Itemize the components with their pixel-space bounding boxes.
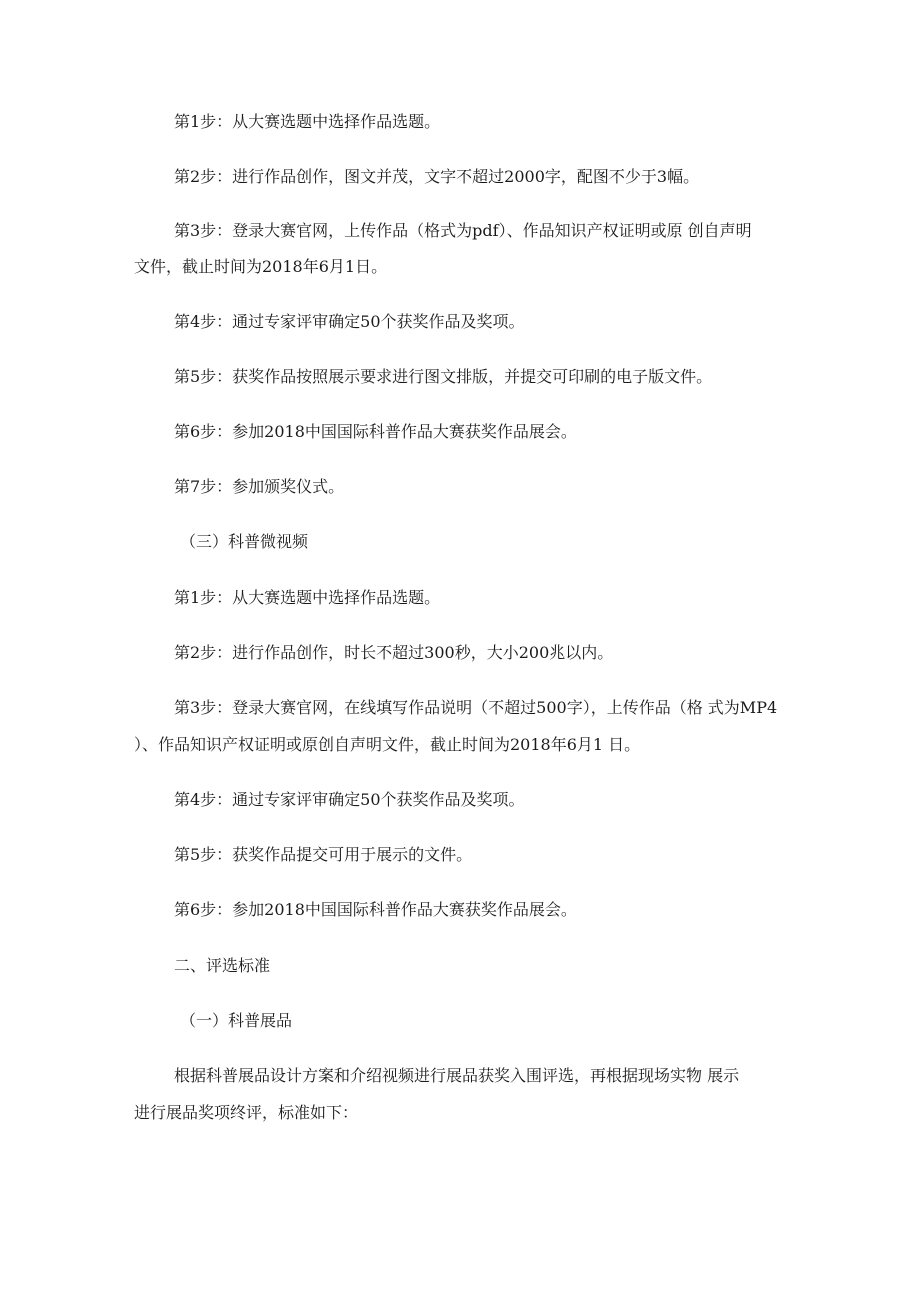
writing-step-1: 第1步：从大赛选题中选择作品选题。 xyxy=(174,112,441,131)
writing-step-5: 第5步：获奖作品按照展示要求进行图文排版，并提交可印刷的电子版文件。 xyxy=(174,367,713,386)
video-step-3-continued: ）、作品知识产权证明或原创自声明文件，截止时间为2018年6月1 日。 xyxy=(134,735,641,754)
writing-step-2: 第2步：进行作品创作，图文并茂，文字不超过2000字，配图不少于3幅。 xyxy=(174,167,700,186)
video-section-heading: （三）科普微视频 xyxy=(180,532,309,551)
exhibit-paragraph-line-1: 根据科普展品设计方案和介绍视频进行展品获奖入围评选，再根据现场实物 展示 xyxy=(174,1066,740,1085)
exhibit-subsection-heading: （一）科普展品 xyxy=(180,1011,293,1030)
video-step-5: 第5步：获奖作品提交可用于展示的文件。 xyxy=(174,845,473,864)
video-step-6: 第6步：参加2018中国国际科普作品大赛获奖作品展会。 xyxy=(174,900,577,919)
video-step-4: 第4步：通过专家评审确定50个获奖作品及奖项。 xyxy=(174,790,525,809)
writing-step-6: 第6步：参加2018中国国际科普作品大赛获奖作品展会。 xyxy=(174,422,577,441)
writing-step-3: 第3步：登录大赛官网，上传作品（格式为pdf）、作品知识产权证明或原 创自声明 xyxy=(174,221,752,240)
writing-step-3-continued: 文件，截止时间为2018年6月1日。 xyxy=(134,257,388,276)
exhibit-paragraph-line-2: 进行展品奖项终评，标准如下： xyxy=(134,1103,359,1122)
writing-step-4: 第4步：通过专家评审确定50个获奖作品及奖项。 xyxy=(174,312,525,331)
section-two-heading: 二、评选标准 xyxy=(174,956,271,975)
writing-step-7: 第7步：参加颁奖仪式。 xyxy=(174,477,345,496)
video-step-2: 第2步：进行作品创作，时长不超过300秒，大小200兆以内。 xyxy=(174,643,614,662)
video-step-3: 第3步：登录大赛官网，在线填写作品说明（不超过500字），上传作品（格 式为MP4 xyxy=(174,698,778,717)
video-step-1: 第1步：从大赛选题中选择作品选题。 xyxy=(174,588,441,607)
